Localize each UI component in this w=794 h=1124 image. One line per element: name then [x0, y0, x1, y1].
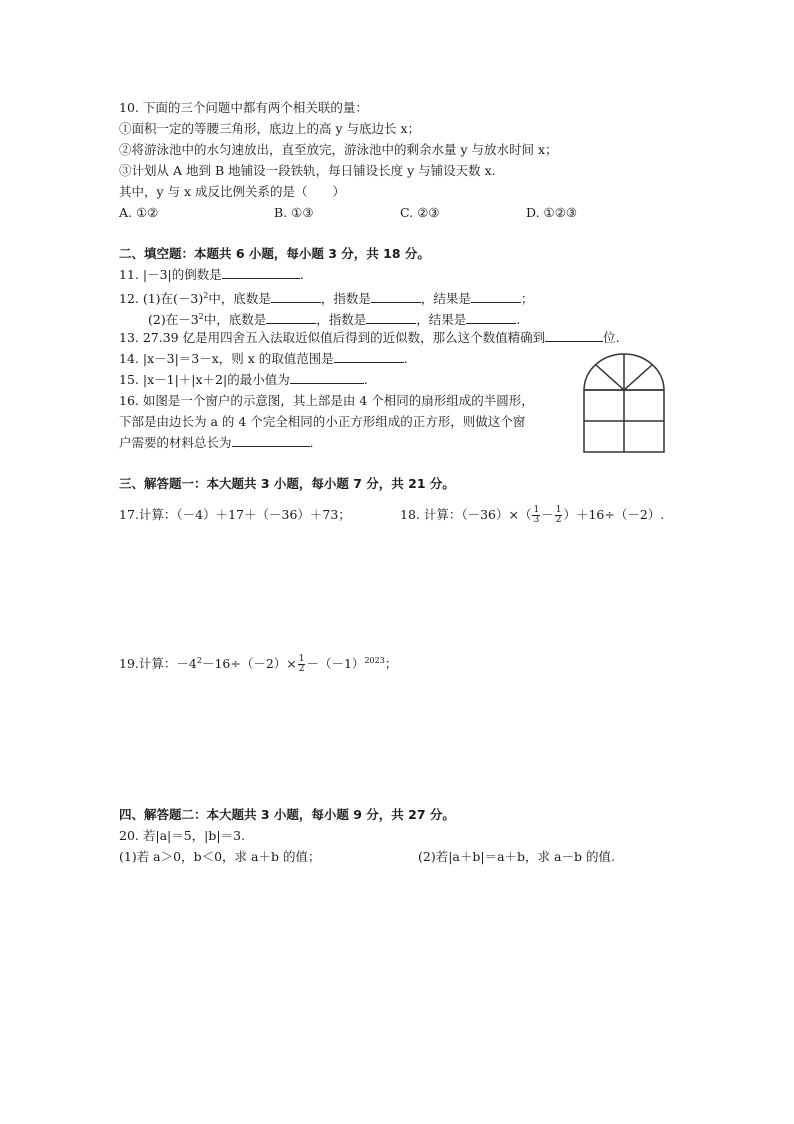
exponent: 2: [203, 291, 209, 300]
q12a-result-label: ，结果是: [420, 291, 471, 307]
q19-text: 19.计算：－4: [119, 656, 197, 672]
q15-end: .: [363, 372, 368, 387]
window-diagram: [582, 352, 666, 454]
q10-stem: 10. 下面的三个问题中都有两个相关联的量：: [119, 100, 368, 115]
q19-middle-2: －（－1）: [306, 656, 365, 672]
q14-text: 14. |x－3|＝3－x，则 x 的取值范围是: [119, 351, 334, 366]
q10-item-1: ①面积一定的等腰三角形，底边上的高 y 与底边长 x；: [119, 121, 421, 136]
q10-item-2: ②将游泳池中的水匀速放出，直至放完，游泳池中的剩余水量 y 与放水时间 x；: [119, 142, 558, 157]
numerator: 1: [298, 654, 305, 665]
q12-part2: [148, 307, 520, 330]
q12a-base-label: 中，底数是: [208, 291, 271, 307]
answer-blank[interactable]: [371, 289, 421, 303]
answer-blank[interactable]: [222, 265, 300, 279]
answer-blank[interactable]: [471, 289, 521, 303]
answer-blank[interactable]: [545, 328, 603, 342]
answer-blank[interactable]: [366, 310, 416, 324]
q10-item-3: ③计划从 A 地到 B 地铺设一段铁轨，每日铺设长度 y 与铺设天数 x.: [119, 163, 496, 178]
numerator: 1: [555, 505, 562, 515]
exponent: 2: [196, 656, 202, 665]
section4-heading: 四、解答题二：本大题共 3 小题，每小题 9 分，共 27 分。: [119, 807, 455, 822]
q12b-result-label: ，结果是: [416, 312, 467, 328]
q16-line-1: 16. 如图是一个窗户的示意图，其上部是由 4 个相同的扇形组成的半圆形，: [119, 393, 534, 408]
q20-stem: 20. 若|a|＝5，|b|＝3.: [119, 828, 246, 843]
q11-text: 11. |－3|的倒数是: [119, 267, 222, 282]
q19: [119, 649, 397, 676]
q18: [400, 503, 664, 527]
fraction: [298, 655, 306, 674]
q11: [119, 265, 304, 285]
exponent: 2023: [364, 656, 385, 665]
q16-line-3: [119, 433, 314, 453]
q10-option-c: C. ②③: [400, 205, 440, 220]
q12b-exponent-label: ，指数是: [316, 312, 367, 328]
q19-middle: －16÷（－2）×: [201, 656, 297, 672]
section3-heading: 三、解答题一：本大题共 3 小题，每小题 7 分，共 21 分。: [119, 476, 455, 491]
minus-sign: －: [541, 507, 554, 522]
fraction: [555, 506, 563, 525]
exponent: 2: [198, 312, 204, 321]
answer-blank[interactable]: [232, 433, 310, 447]
denominator: 3: [533, 515, 540, 525]
q13: [119, 328, 620, 348]
answer-blank[interactable]: [266, 310, 316, 324]
q20-part1: (1)若 a＞0，b＜0，求 a＋b 的值；: [119, 849, 321, 864]
numerator: 1: [533, 505, 540, 515]
q10-option-d: D. ①②③: [526, 205, 578, 220]
q13-text: 13. 27.39 亿是用四舍五入法取近似值后得到的近似数，那么这个数值精确到: [119, 330, 546, 345]
answer-blank[interactable]: [334, 349, 404, 363]
q16-text: 户需要的材料总长为: [119, 435, 232, 450]
q10-option-b: B. ①③: [274, 205, 314, 220]
q15-text: 15. |x－1|＋|x＋2|的最小值为: [119, 372, 290, 387]
sector-radius-left: [596, 365, 624, 390]
q18-end: ）＋16÷（－2）.: [563, 507, 665, 522]
answer-blank[interactable]: [290, 370, 364, 384]
q16-end: .: [309, 435, 314, 450]
q16-line-2: 下部是由边长为 a 的 4 个完全相同的小正方形组成的正方形，则做这个窗: [119, 414, 526, 429]
denominator: 2: [555, 515, 562, 525]
q15: [119, 370, 368, 390]
q14-end: .: [403, 351, 408, 366]
q20-part2: (2)若|a＋b|＝a＋b，求 a－b 的值.: [418, 849, 615, 864]
answer-blank[interactable]: [271, 289, 321, 303]
fraction: [532, 506, 540, 525]
q18-text: 18. 计算：（－36）×（: [400, 507, 532, 522]
q12a-exponent-label: ，指数是: [320, 291, 371, 307]
q12b-base-label: 中，底数是: [203, 312, 267, 328]
q13-end: 位.: [603, 330, 620, 345]
section2-heading: 二、填空题：本题共 6 小题，每小题 3 分，共 18 分。: [119, 246, 430, 261]
q12b-text: (2)在－3: [148, 312, 199, 328]
q10-option-a: A. ①②: [119, 205, 159, 220]
q10-question: 其中，y 与 x 成反比例关系的是（ ）: [119, 184, 346, 199]
q19-end: ；: [384, 656, 398, 672]
q12-part1: [119, 286, 533, 309]
q17: 17.计算：（－4）＋17＋（－36）＋73；: [119, 507, 351, 522]
answer-blank[interactable]: [466, 310, 516, 324]
denominator: 2: [298, 664, 305, 675]
q12a-text: 12. (1)在(－3): [119, 291, 204, 307]
q11-end: .: [299, 267, 304, 282]
sector-radius-right: [624, 365, 652, 390]
q14: [119, 349, 408, 369]
q12b-end: .: [516, 312, 521, 328]
q12a-end: ；: [520, 291, 534, 307]
